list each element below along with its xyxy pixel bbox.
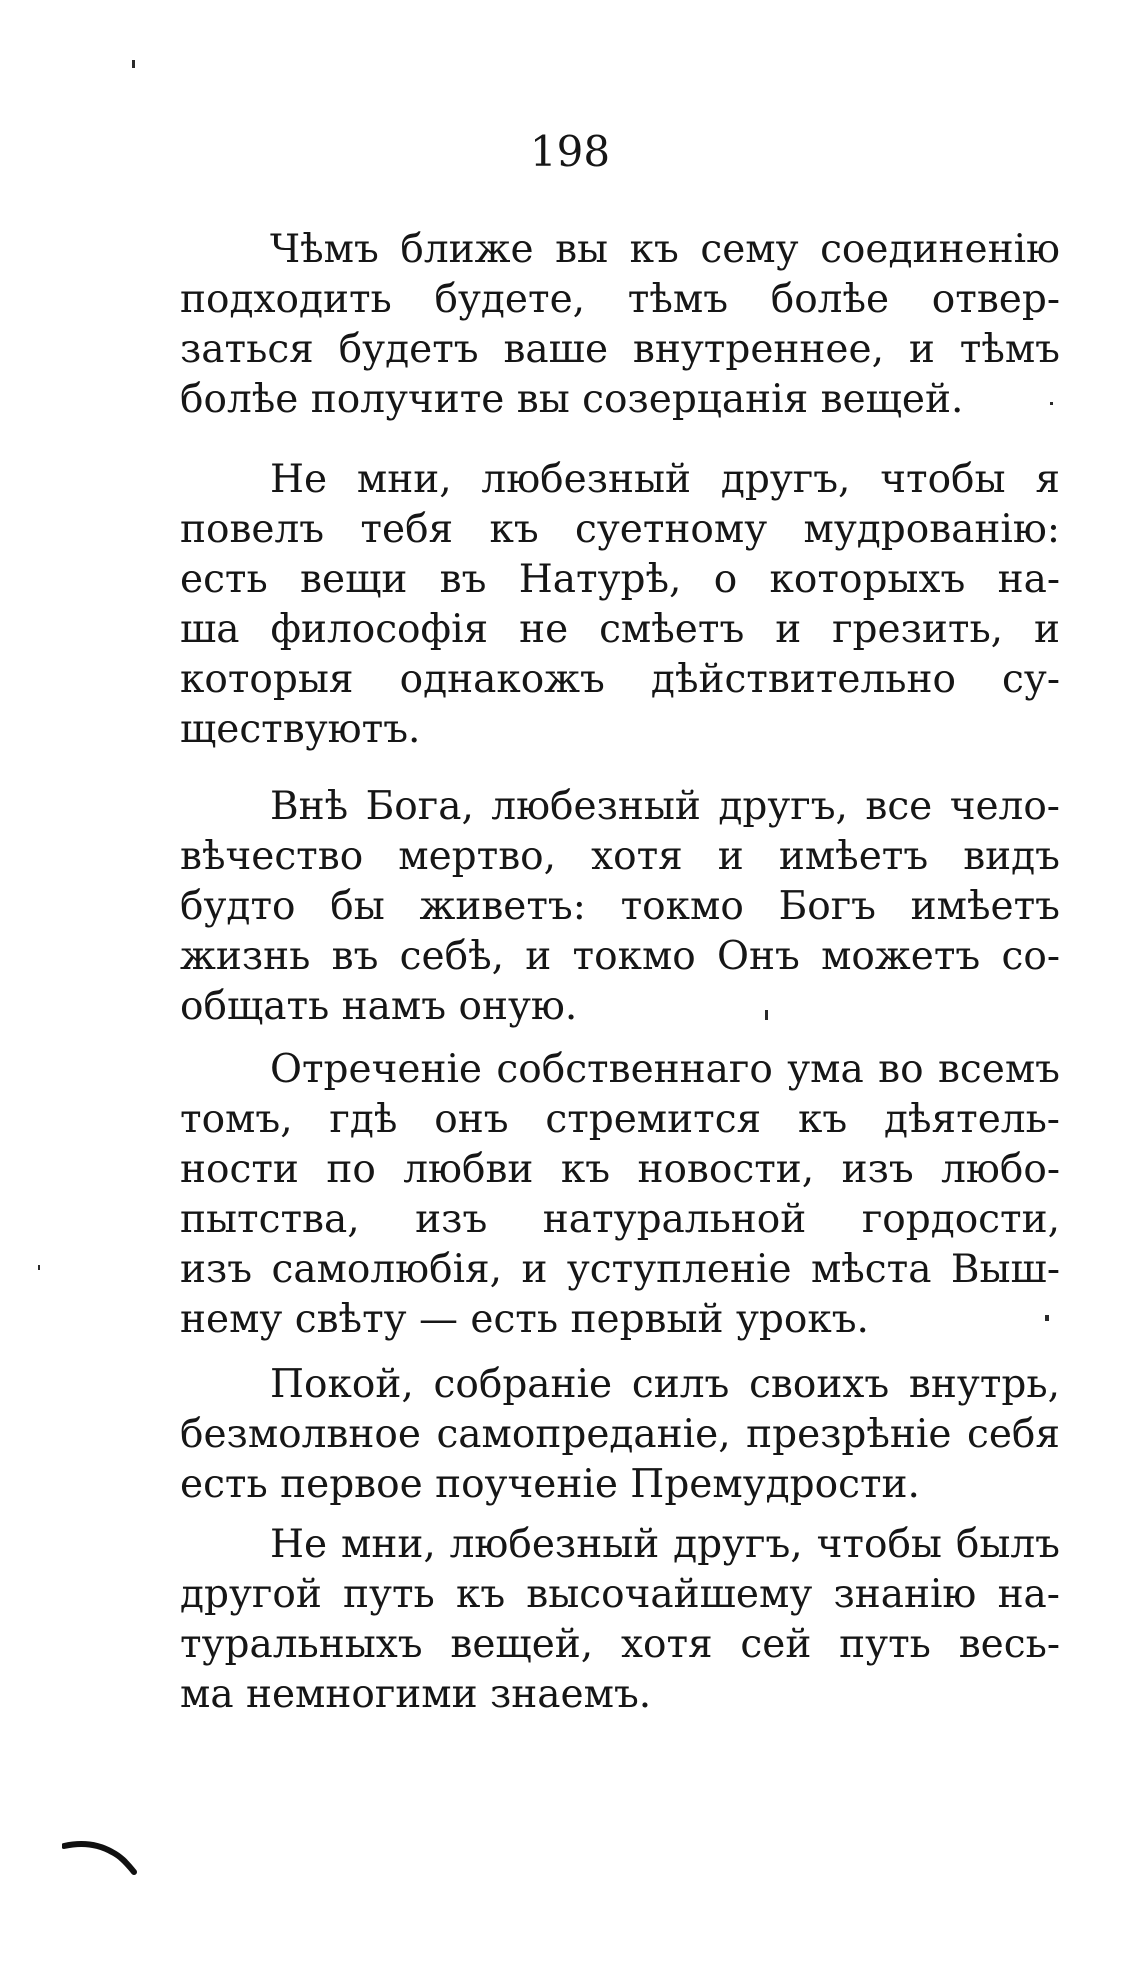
text-line: ности по любви къ новости, изъ любо-	[180, 1147, 1060, 1192]
text-line: Не мни, любезный другъ, чтобы я	[270, 457, 1060, 502]
text-line: Внѣ Бога, любезный другъ, все чело-	[270, 784, 1060, 829]
text-line: ма немногими знаемъ.	[180, 1672, 652, 1717]
text-line: нему свѣту — есть первый урокъ.	[180, 1297, 869, 1342]
scan-speck	[1050, 402, 1053, 405]
paragraph-5	[180, 1360, 1060, 1510]
text-line: ша философія не смѣетъ и грезить, и	[180, 607, 1060, 652]
text-line: изъ самолюбія, и уступленіе мѣста Выш-	[180, 1247, 1060, 1292]
text-line: болѣе получите вы созерцанія вещей.	[180, 377, 964, 422]
text-line: будто бы живетъ: токмо Богъ имѣетъ	[180, 884, 1060, 929]
text-line: туральныхъ вещей, хотя сей путь весь-	[180, 1622, 1060, 1667]
paragraph-1	[180, 225, 1060, 425]
text-line: повелъ тебя къ суетному мудрованію:	[180, 507, 1060, 552]
text-line: есть вещи въ Натурѣ, о которыхъ на-	[180, 557, 1060, 602]
paragraph-4	[180, 1045, 1060, 1345]
paragraph-3	[180, 782, 1060, 1032]
text-line: которыя однакожъ дѣйствительно су-	[180, 657, 1060, 702]
ink-stroke-mark	[62, 1838, 142, 1878]
text-line: подходить будете, тѣмъ болѣе отвер-	[180, 277, 1060, 322]
text-line: заться будетъ ваше внутреннее, и тѣмъ	[180, 327, 1060, 372]
scan-speck	[765, 1010, 768, 1020]
text-line: общать намъ оную.	[180, 984, 578, 1029]
text-line: Чѣмъ ближе вы къ сему соединенію	[270, 227, 1060, 272]
scan-speck	[132, 60, 135, 68]
text-line: Отреченіе собственнаго ума во всемъ	[270, 1047, 1060, 1092]
text-line: жизнь въ себѣ, и токмо Онъ можетъ со-	[180, 934, 1060, 979]
scan-speck	[38, 1265, 40, 1270]
text-line: Покой, собраніе силъ своихъ внутрь,	[270, 1362, 1060, 1407]
paragraph-2	[180, 455, 1060, 755]
text-line: другой путь къ высочайшему знанію на-	[180, 1572, 1060, 1617]
scan-speck	[1045, 1315, 1049, 1321]
text-line: Не мни, любезный другъ, чтобы былъ	[270, 1522, 1060, 1567]
text-line: ществуютъ.	[180, 707, 421, 752]
text-line: томъ, гдѣ онъ стремится къ дѣятель-	[180, 1097, 1060, 1142]
text-line: есть первое поученіе Премудрости.	[180, 1462, 920, 1507]
text-line: вѣчество мертво, хотя и имѣетъ видъ	[180, 834, 1060, 879]
text-line: безмолвное самопреданіе, презрѣніе себя	[180, 1412, 1060, 1457]
text-line: пытства, изъ натуральной гордости,	[180, 1197, 1060, 1242]
paragraph-6	[180, 1520, 1060, 1720]
page-number: 198	[529, 127, 611, 176]
